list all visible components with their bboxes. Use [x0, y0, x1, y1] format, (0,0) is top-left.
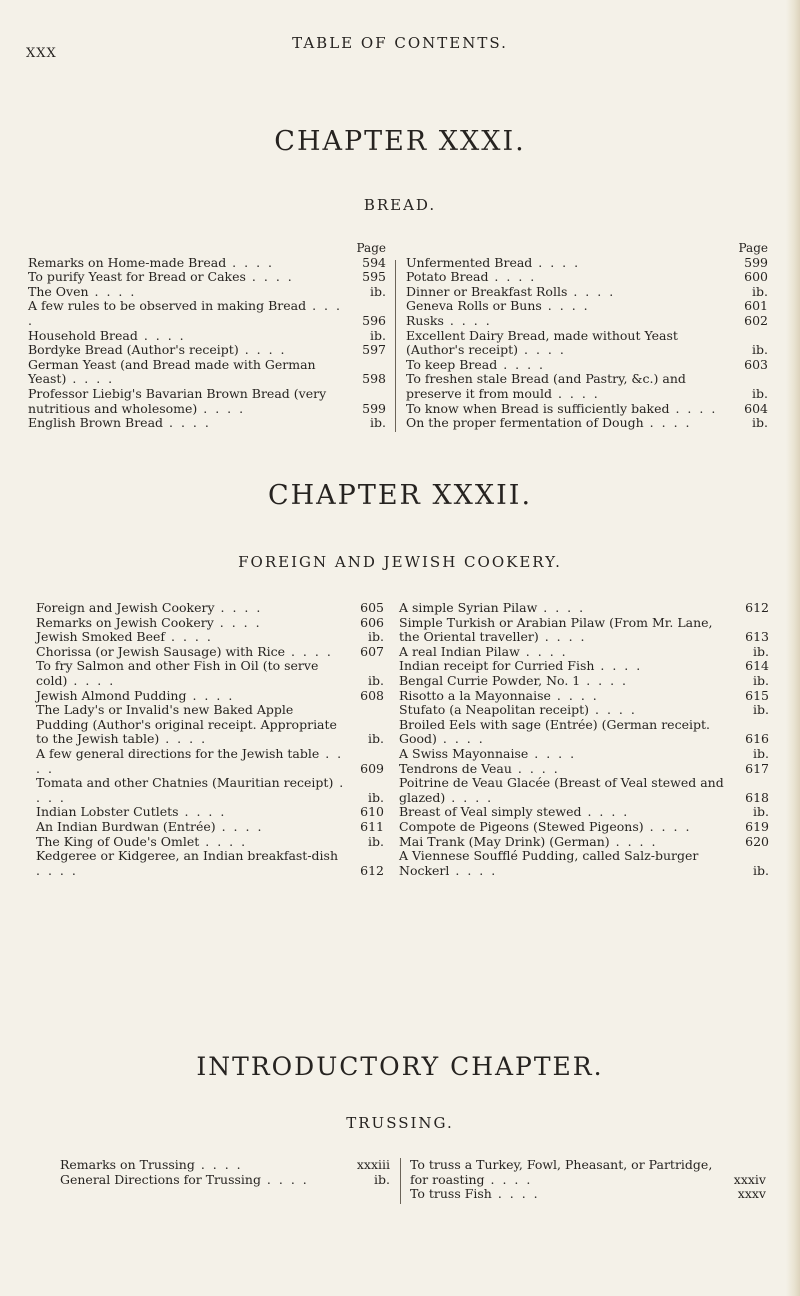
toc-entry-title: Risotto a la Mayonnaise . . . .: [399, 689, 769, 704]
toc-entry-page: 606: [360, 614, 384, 630]
chapter-31-right-column: [406, 241, 768, 431]
toc-entry: [399, 616, 769, 645]
column-divider: [395, 260, 396, 432]
toc-entry: [36, 805, 384, 820]
toc-entry-title: To truss Fish . . . .: [410, 1187, 766, 1202]
toc-entry-page: ib.: [753, 672, 769, 688]
toc-entry-page: 612: [360, 862, 384, 878]
toc-entry: [399, 849, 769, 878]
toc-entry-page: 611: [360, 818, 384, 834]
toc-entry: [399, 835, 769, 850]
toc-entry: [399, 718, 769, 747]
toc-entry-title: To truss a Turkey, Fowl, Pheasant, or Partridge, for roasting . . . .: [410, 1158, 766, 1187]
toc-entry-page: 609: [360, 760, 384, 776]
toc-entry-title: Unfermented Bread . . . .: [406, 256, 768, 271]
toc-entry-page: xxxiii: [356, 1157, 390, 1172]
toc-entry-title: Potato Bread . . . .: [406, 270, 768, 285]
toc-entry-title: Mai Trank (May Drink) (German) . . . .: [399, 835, 769, 850]
toc-entry-page: ib.: [370, 283, 386, 299]
toc-entry-title: To know when Bread is sufficiently baked . . . .: [406, 402, 768, 417]
toc-entry-title: To fry Salmon and other Fish in Oil (to serve cold) . . . .: [36, 659, 384, 688]
toc-entry: [399, 645, 769, 660]
toc-entry-page: ib.: [368, 833, 384, 849]
toc-entry-page: ib.: [368, 672, 384, 688]
toc-entry-title: To purify Yeast for Bread or Cakes . . . .: [28, 270, 386, 285]
toc-entry: [399, 601, 769, 616]
toc-entry: [28, 299, 386, 328]
toc-entry: [406, 256, 768, 271]
toc-entry: [399, 703, 769, 718]
toc-entry-title: The Lady's or Invalid's new Baked Apple Pudding (Author's original receipt. Appropriate to the Jewish table) . . . .: [36, 703, 384, 747]
toc-entry-page: ib.: [753, 862, 769, 878]
toc-entry: [28, 329, 386, 344]
toc-entry-page: 599: [362, 400, 386, 416]
toc-entry-title: A Swiss Mayonnaise . . . .: [399, 747, 769, 762]
toc-entry-page: ib.: [752, 385, 768, 401]
toc-entry-page: 618: [745, 789, 769, 805]
toc-entry-page: ib.: [752, 283, 768, 299]
toc-entry: [406, 358, 768, 373]
toc-entry-page: 605: [360, 600, 384, 615]
toc-entry-title: A few rules to be observed in making Bread . . . .: [28, 299, 386, 328]
toc-entry: [406, 402, 768, 417]
page-number-roman: XXX: [26, 46, 57, 61]
toc-entry: [28, 270, 386, 285]
toc-entry-title: German Yeast (and Bread made with German Yeast) . . . .: [28, 358, 386, 387]
toc-entry: [36, 659, 384, 688]
chapter-32-left-column: [36, 601, 384, 878]
toc-entry-page: ib.: [368, 789, 384, 805]
toc-entry-title: Rusks . . . .: [406, 314, 768, 329]
toc-entry-page: 610: [360, 804, 384, 820]
toc-entry-page: ib.: [370, 415, 386, 431]
toc-entry-title: Broiled Eels with sage (Entrée) (German receipt. Good) . . . .: [399, 718, 769, 747]
intro-right-column: [410, 1158, 766, 1202]
toc-entry-page: ib.: [753, 804, 769, 820]
toc-entry-page: 617: [745, 760, 769, 776]
toc-entry: [399, 805, 769, 820]
toc-entry-page: 600: [744, 269, 768, 285]
chapter-31-title: CHAPTER XXXI.: [274, 126, 526, 157]
toc-entry-title: Remarks on Trussing . . . .: [60, 1158, 390, 1173]
toc-entry-title: Poitrine de Veau Glacée (Breast of Veal stewed and glazed) . . . .: [399, 776, 769, 805]
page-edge: [786, 0, 800, 1296]
toc-entry: [60, 1173, 390, 1188]
toc-entry-title: Remarks on Home-made Bread . . . .: [28, 256, 386, 271]
toc-entry-page: ib.: [753, 702, 769, 718]
toc-entry: [36, 747, 384, 776]
toc-entry-title: Professor Liebig's Bavarian Brown Bread (very nutritious and wholesome) . . . .: [28, 387, 386, 416]
toc-entry-page: 616: [745, 731, 769, 747]
toc-entry: [399, 776, 769, 805]
intro-left-column: [60, 1158, 390, 1187]
toc-entry-title: Dinner or Breakfast Rolls . . . .: [406, 285, 768, 300]
toc-entry-page: 613: [745, 629, 769, 645]
toc-entry: [36, 776, 384, 805]
toc-entry-title: English Brown Bread . . . .: [28, 416, 386, 431]
toc-entry: [36, 630, 384, 645]
column-divider: [400, 1158, 401, 1204]
toc-entry-page: ib.: [752, 342, 768, 358]
toc-entry: [406, 372, 768, 401]
toc-entry: [36, 616, 384, 631]
toc-entry-title: Household Bread . . . .: [28, 329, 386, 344]
toc-entry: [406, 329, 768, 358]
toc-entry-page: 615: [745, 687, 769, 703]
toc-entry: [36, 820, 384, 835]
toc-entry-page: 608: [360, 687, 384, 703]
toc-entry-page: ib.: [368, 731, 384, 747]
toc-entry-page: 607: [360, 643, 384, 659]
toc-entry: [36, 835, 384, 850]
toc-entry-title: Tomata and other Chatnies (Mauritian receipt) . . . .: [36, 776, 384, 805]
toc-entry: [28, 416, 386, 431]
toc-entry-title: Stufato (a Neapolitan receipt) . . . .: [399, 703, 769, 718]
chapter-32-title: CHAPTER XXXII.: [267, 480, 533, 511]
toc-entry-page: ib.: [753, 643, 769, 659]
toc-entry-page: 614: [745, 658, 769, 674]
toc-entry-page: ib.: [368, 629, 384, 645]
toc-entry-title: Tendrons de Veau . . . .: [399, 762, 769, 777]
toc-entry-page: ib.: [752, 415, 768, 431]
toc-entry: [60, 1158, 390, 1173]
toc-entry: [28, 256, 386, 271]
toc-entry-page: 601: [744, 298, 768, 314]
toc-entry-page: 599: [744, 254, 768, 270]
toc-entry-title: Foreign and Jewish Cookery . . . .: [36, 601, 384, 616]
toc-entry: [399, 820, 769, 835]
toc-entry-title: Jewish Almond Pudding . . . .: [36, 689, 384, 704]
toc-entry: [36, 703, 384, 747]
toc-entry-title: A Viennese Soufflé Pudding, called Salz-burger Nockerl . . . .: [399, 849, 769, 878]
toc-entry-title: Compote de Pigeons (Stewed Pigeons) . . . .: [399, 820, 769, 835]
toc-entry-page: 596: [362, 312, 386, 328]
toc-entry-title: On the proper fermentation of Dough . . . .: [406, 416, 768, 431]
chapter-32-subject: FOREIGN AND JEWISH COOKERY.: [238, 553, 562, 571]
toc-entry-title: Indian Lobster Cutlets . . . .: [36, 805, 384, 820]
toc-entry: [399, 674, 769, 689]
toc-entry: [406, 270, 768, 285]
toc-entry-page: xxxv: [737, 1186, 766, 1202]
toc-entry-title: General Directions for Trussing . . . .: [60, 1173, 390, 1188]
toc-entry-title: The Oven . . . .: [28, 285, 386, 300]
toc-entry-page: ib.: [753, 745, 769, 761]
toc-entry-page: 602: [744, 312, 768, 328]
toc-entry: [399, 659, 769, 674]
toc-entry-title: A real Indian Pilaw . . . .: [399, 645, 769, 660]
toc-entry: [406, 285, 768, 300]
toc-entry-title: A few general directions for the Jewish table . . . .: [36, 747, 384, 776]
chapter-31-subject: BREAD.: [363, 196, 437, 214]
toc-entry-page: 612: [745, 600, 769, 615]
toc-entry-title: A simple Syrian Pilaw . . . .: [399, 601, 769, 616]
toc-entry-page: 603: [744, 356, 768, 372]
page-column-label: Page: [738, 241, 768, 255]
toc-entry: [28, 387, 386, 416]
toc-entry-page: 620: [745, 833, 769, 849]
toc-entry-title: Simple Turkish or Arabian Pilaw (From Mr. Lane, the Oriental traveller) . . . .: [399, 616, 769, 645]
toc-entry-title: To keep Bread . . . .: [406, 358, 768, 373]
toc-entry-page: 597: [362, 342, 386, 358]
toc-entry-page: 604: [744, 400, 768, 416]
toc-entry: [36, 601, 384, 616]
toc-entry: [28, 285, 386, 300]
toc-entry: [410, 1158, 766, 1187]
toc-entry-page: 598: [362, 371, 386, 387]
toc-entry: [36, 645, 384, 660]
toc-entry-page: ib.: [374, 1171, 390, 1187]
toc-entry-page: 619: [745, 818, 769, 834]
toc-entry-page: ib.: [370, 327, 386, 343]
toc-entry: [28, 343, 386, 358]
toc-entry: [406, 314, 768, 329]
intro-chapter-title: INTRODUCTORY CHAPTER.: [196, 1052, 604, 1081]
toc-entry-title: Bordyke Bread (Author's receipt) . . . .: [28, 343, 386, 358]
toc-entry-page: 595: [362, 269, 386, 285]
toc-entry: [36, 849, 384, 878]
running-title: TABLE OF CONTENTS.: [292, 34, 508, 52]
toc-entry-title: Breast of Veal simply stewed . . . .: [399, 805, 769, 820]
toc-entry: [406, 299, 768, 314]
toc-entry-title: Indian receipt for Curried Fish . . . .: [399, 659, 769, 674]
toc-entry-page: xxxiv: [733, 1171, 766, 1187]
toc-entry: [399, 689, 769, 704]
toc-entry-title: Kedgeree or Kidgeree, an Indian breakfast-dish . . . .: [36, 849, 384, 878]
intro-chapter-subject: TRUSSING.: [346, 1114, 454, 1132]
toc-entry-title: Jewish Smoked Beef . . . .: [36, 630, 384, 645]
toc-entry-title: Excellent Dairy Bread, made without Yeast (Author's receipt) . . . .: [406, 329, 768, 358]
toc-entry: [399, 762, 769, 777]
toc-entry: [399, 747, 769, 762]
page-column-label: Page: [356, 241, 386, 255]
toc-entry: [28, 358, 386, 387]
toc-entry-title: Remarks on Jewish Cookery . . . .: [36, 616, 384, 631]
toc-entry: [36, 689, 384, 704]
toc-entry-title: Chorissa (or Jewish Sausage) with Rice . . . .: [36, 645, 384, 660]
toc-entry-page: 594: [362, 254, 386, 270]
toc-entry-title: The King of Oude's Omlet . . . .: [36, 835, 384, 850]
toc-entry-title: Bengal Currie Powder, No. 1 . . . .: [399, 674, 769, 689]
chapter-31-left-column: [28, 241, 386, 431]
chapter-32-right-column: [399, 601, 769, 878]
toc-entry: [410, 1187, 766, 1202]
toc-entry-title: To freshen stale Bread (and Pastry, &c.) and preserve it from mould . . . .: [406, 372, 768, 401]
toc-entry-title: Geneva Rolls or Buns . . . .: [406, 299, 768, 314]
toc-entry: [406, 416, 768, 431]
toc-entry-title: An Indian Burdwan (Entrée) . . . .: [36, 820, 384, 835]
